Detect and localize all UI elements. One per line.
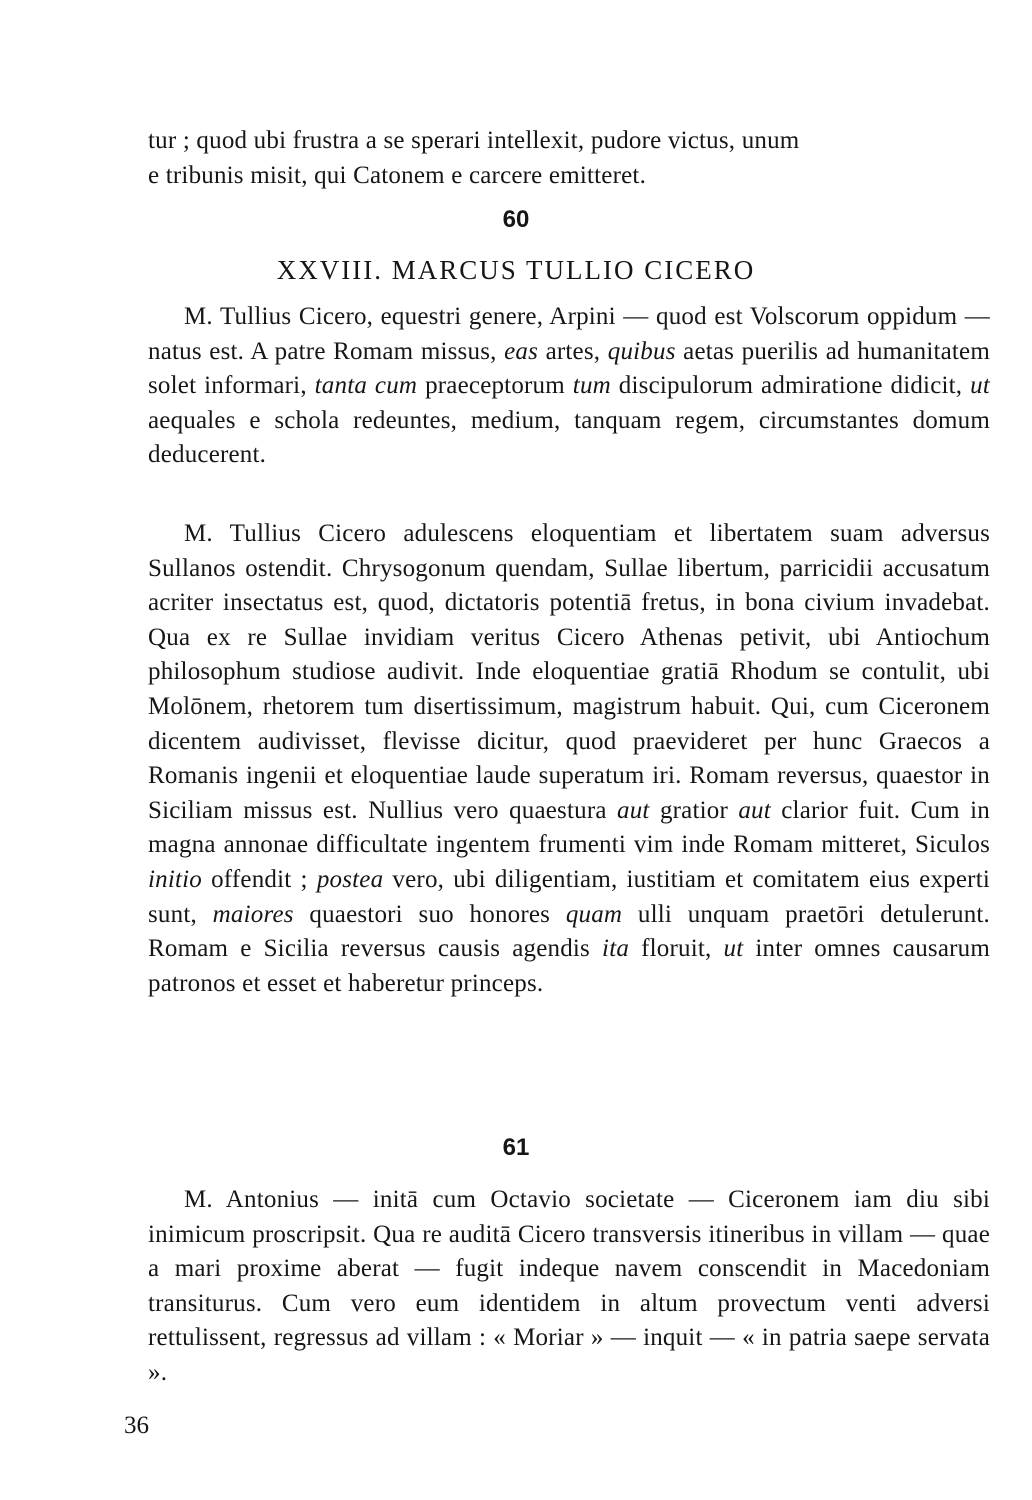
section-number-61: 61 (502, 1134, 530, 1161)
italic-text: ita (602, 935, 630, 963)
section-number-60: 60 (502, 206, 530, 233)
text-run: floruit, (629, 935, 724, 963)
italic-text: quam (565, 900, 623, 928)
italic-text: aut (738, 796, 771, 824)
italic-text: tum (572, 372, 611, 400)
intro-paragraph (148, 124, 990, 193)
text-run: discipulorum admiratione didicit, (610, 372, 971, 400)
italic-text: maiores (212, 900, 294, 928)
text-run: aetas puerilis ad humanitatem solet informari, (148, 337, 990, 400)
italic-text: eas (504, 337, 539, 365)
italic-text: ut (970, 372, 990, 400)
text-run: vero, ubi diligentiam, iustitiam et comitatem eius experti sunt, (148, 865, 990, 928)
text-run: clarior fuit. Cum in magna annonae difficultate ingentem frumenti vim inde Romam mitteret, Siculos (148, 796, 990, 859)
text-run: M. Antonius — initā cum Octavio societate — Ciceronem iam diu sibi inimicum proscripsit. Qua re auditā Cicero transversis itineribus in villam — quae a mari proxime aberat — fugit indeque navem conscendit in Macedoniam transiturus. Cum vero eum identidem in altum provectum venti adversi rettulissent, regressus ad villam : « Moriar » — inquit — « in patria saepe servata ». (148, 1186, 990, 1386)
text-run: M. Tullius Cicero, equestri genere, Arpini — quod est Volscorum oppidum — natus est. A patre Romam missus, (148, 303, 990, 365)
intro-line-2: e tribunis misit, qui Catonem e carcere emitteret. (148, 161, 647, 189)
text-run: inter omnes causarum patronos et esset et haberetur princeps. (148, 935, 990, 997)
italic-text: ut (723, 935, 744, 963)
text-run: offendit ; (201, 865, 317, 893)
text-run: artes, (538, 337, 608, 365)
italic-text: aut (617, 796, 650, 824)
chapter-heading: XXVIII. MARCUS TULLIO CICERO (276, 255, 756, 285)
page-number: 36 (124, 1412, 149, 1439)
italic-text: initio (148, 865, 202, 893)
text-run: aequales e schola redeuntes, medium, tanquam regem, circumstantes domum deducerent. (148, 406, 990, 469)
intro-line-1: tur ; quod ubi frustra a se sperari intellexit, pudore victus, unum (148, 127, 800, 154)
text-run: quaestori suo honores (293, 900, 566, 928)
section-61-paragraph-1 (148, 1183, 990, 1391)
italic-text: postea (316, 865, 384, 893)
section-60-paragraph-2 (148, 517, 990, 1001)
italic-text: quibus (607, 337, 676, 365)
text-run: praeceptorum (417, 372, 573, 400)
text-run: ulli unquam praetōri detulerunt. Romam e Sicilia reversus causis agendis (148, 900, 991, 963)
text-run: gratior (649, 796, 739, 824)
italic-text: tanta cum (314, 372, 418, 400)
text-run: M. Tullius Cicero adulescens eloquentiam et libertatem suam adversus Sullanos ostendit. Chrysogonum quendam, Sullae libertum, parricidii accusatum acriter insectatus est, quod, dictatoris potentiā fretus, in bona civium invadebat. Qua ex re Sullae invidiam veritus Cicero Athenas petivit, ubi Antiochum philosophum studiose audivit. Inde eloquentiae gratiā Rhodum se contulit, ubi Molōnem, rhetorem tum disertissimum, magistrum habuit. Qui, cum Ciceronem dicentem audivisset, flevisse dicitur, quod praevideret per hunc Graecos a Romanis ingenii et eloquentiae laude superatum iri. Romam reversus, quaestor in Siciliam missus est. Nullius vero quaestura (148, 520, 990, 824)
section-60-paragraph-1 (148, 300, 990, 473)
